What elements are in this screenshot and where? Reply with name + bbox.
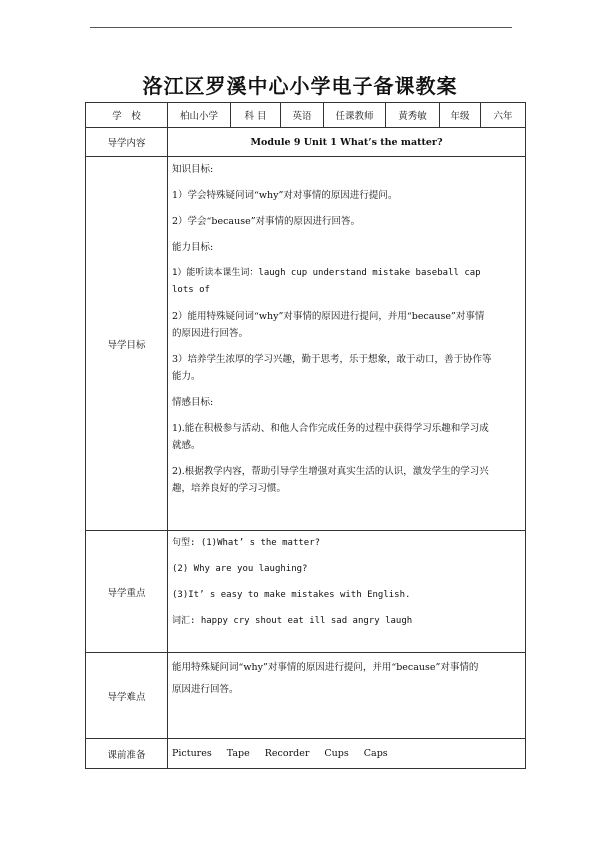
- school-value: 柏山小学: [168, 103, 231, 128]
- content-row: [86, 128, 526, 157]
- subject-value: 英语: [281, 103, 324, 128]
- teacher-label: 任课教师: [324, 103, 386, 128]
- difficulties-line: 能用特殊疑问词“why”对事情的原因进行提问，并用“because”对事情的: [172, 662, 479, 673]
- grade-value: 六年: [481, 103, 526, 128]
- objectives-line: 2）能用特殊疑问词“why”对事情的原因进行提问，并用“because”对事情: [172, 311, 485, 322]
- teacher-value: 黄秀敏: [386, 103, 440, 128]
- objectives-line: 2).根据教学内容，帮助引导学生增强对真实生活的认识，激发学生的学习兴: [172, 466, 489, 477]
- objectives-line: 就感。: [172, 440, 201, 451]
- key-points-line: 句型: (1)What’ s the matter?: [172, 538, 321, 548]
- key-points-row: [86, 531, 526, 653]
- objectives-row: [86, 157, 526, 531]
- lesson-plan-table: [85, 102, 526, 769]
- difficulties-line: 原因进行回答。: [172, 684, 239, 695]
- objectives-line: 2）学会“because”对事情的原因进行回答。: [172, 216, 361, 227]
- preparation-label: 课前准备: [86, 739, 168, 769]
- school-label: 学 校: [86, 103, 168, 128]
- objectives-line: 1）学会特殊疑问词“why”对对事情的原因进行提问。: [172, 190, 398, 201]
- difficulties-body: [168, 653, 526, 739]
- key-points-line: 词汇: happy cry shout eat ill sad angry laugh: [172, 616, 413, 626]
- objectives-line: 3）培养学生浓厚的学习兴趣，勤于思考，乐于想象，敢于动口，善于协作等: [172, 354, 492, 365]
- prep-item: Caps: [363, 748, 388, 759]
- objectives-line: 的原因进行回答。: [172, 328, 249, 339]
- objectives-line: 能力。: [172, 371, 201, 382]
- preparation-row: [86, 739, 526, 769]
- objectives-label: 导学目标: [86, 157, 168, 531]
- difficulties-label: 导学难点: [86, 653, 168, 739]
- key-points-label: 导学重点: [86, 531, 168, 653]
- key-points-body: [168, 531, 526, 653]
- objectives-line: 情感目标:: [172, 397, 214, 408]
- prep-item: Recorder: [264, 748, 310, 759]
- objectives-line: 1).能在积极参与活动、和他人合作完成任务的过程中获得学习乐趣和学习成: [172, 423, 489, 434]
- objectives-line: 知识目标:: [172, 164, 214, 175]
- objectives-line: lots of: [172, 285, 210, 295]
- key-points-line: (2) Why are you laughing?: [172, 564, 308, 574]
- prep-item: Tape: [226, 748, 250, 759]
- content-value: Module 9 Unit 1 What’s the matter?: [168, 128, 526, 157]
- key-points-line: (3)It’ s easy to make mistakes with English.: [172, 590, 411, 600]
- objectives-line: 能力目标:: [172, 242, 214, 253]
- content-label: 导学内容: [86, 128, 168, 157]
- grade-label: 年级: [440, 103, 481, 128]
- preparation-items: [168, 739, 526, 769]
- page-title: 洛江区罗溪中心小学电子备课教案: [142, 74, 458, 98]
- objectives-line: 1）能听读本课生词：laugh cup understand mistake baseball cap: [172, 268, 481, 278]
- prep-item: Pictures: [172, 748, 212, 759]
- difficulties-row: [86, 653, 526, 739]
- subject-label: 科 目: [231, 103, 281, 128]
- header-row: [86, 103, 526, 128]
- top-rule: [90, 27, 512, 28]
- objectives-body: [168, 157, 526, 531]
- objectives-line: 趣，培养良好的学习习惯。: [172, 483, 287, 494]
- prep-item: Cups: [324, 748, 349, 759]
